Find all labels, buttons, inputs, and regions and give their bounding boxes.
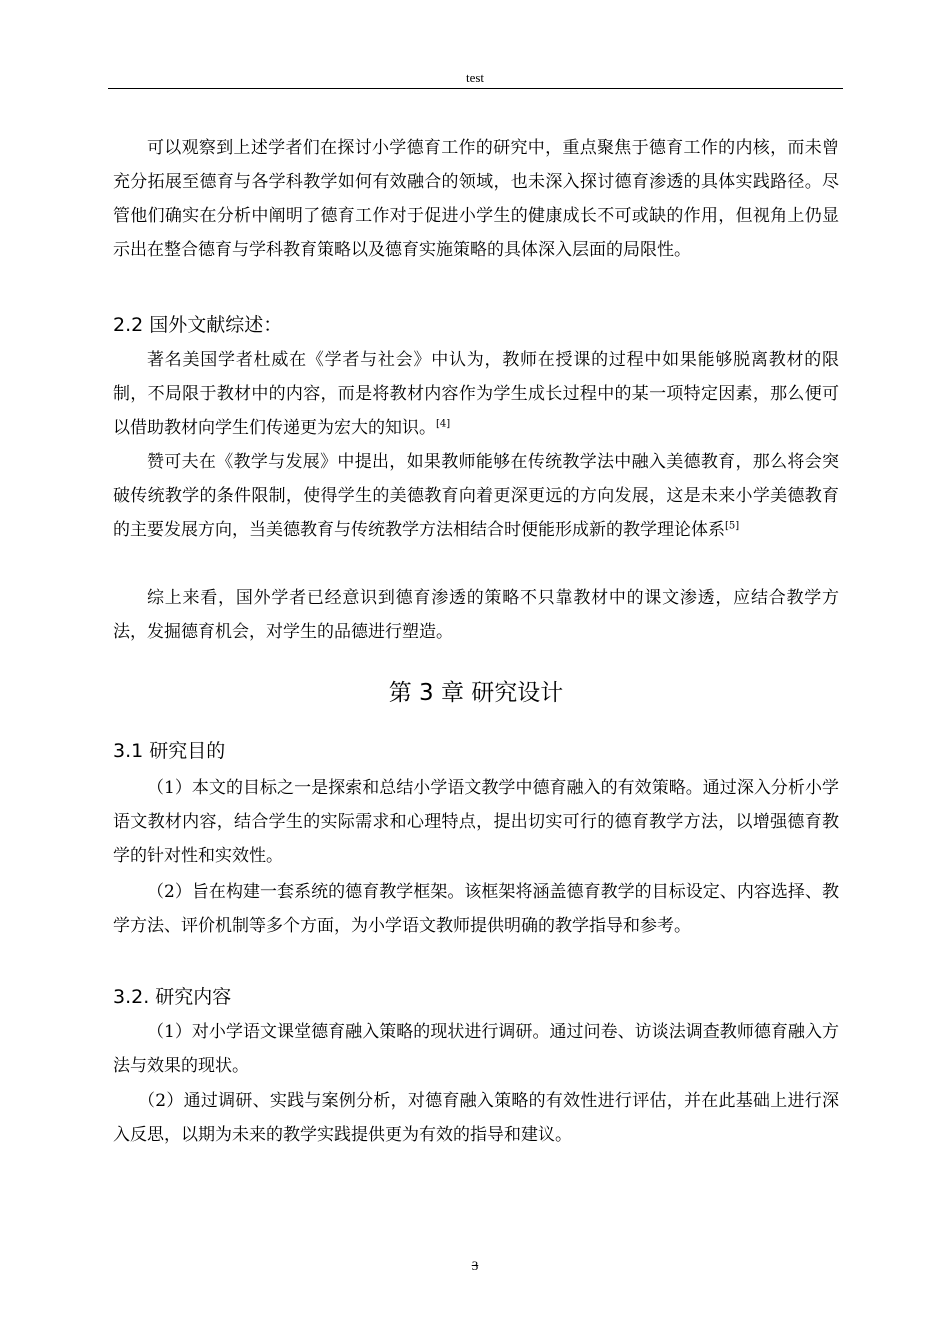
- paragraph-text: 综上来看，国外学者已经意识到德育渗透的策略不只靠教材中的课文渗透，应结合教学方法，发掘德育机会，对学生的品德进行塑造。: [113, 588, 839, 642]
- citation-ref-5: [5]: [725, 520, 740, 532]
- paragraph-text: （1）本文的目标之一是探索和总结小学语文教学中德育融入的有效策略。通过深入分析小学语文教材内容，结合学生的实际需求和心理特点，提出切实可行的德育教学方法，以增强德育教学的针对性和实效性。: [113, 778, 839, 866]
- paragraph-2-text: 著名美国学者杜威在《学者与社会》中认为，教师在授课的过程中如果能够脱离教材的限制，不局限于教材中的内容，而是将教材内容作为学生成长过程中的某一项特定因素，那么便可以借助教材向学生们传递更为宏大的知识。: [113, 350, 839, 438]
- header-rule: [108, 88, 843, 89]
- paragraph-text: [113, 445, 839, 547]
- body-paragraph-6: [113, 875, 839, 943]
- section-heading-3-2: 3.2. 研究内容: [113, 986, 232, 1008]
- section-heading-2-2: 2.2 国外文献综述：: [113, 314, 283, 336]
- body-paragraph-7: [113, 1015, 839, 1083]
- paragraph-3-text: 赞可夫在《教学与发展》中提出，如果教师能够在传统教学法中融入美德教育，那么将会突破传统教学的条件限制，使得学生的美德教育向着更深更远的方向发展，这是未来小学美德教育的主要发展方向，当美德教育与传统教学方法相结合时便能形成新的教学理论体系: [113, 452, 839, 540]
- paragraph-text: [113, 343, 839, 445]
- section-heading-3-1: 3.1 研究目的: [113, 740, 226, 762]
- section-3-2: [113, 979, 839, 1015]
- chapter-title: 第 3 章 研究设计: [388, 680, 564, 706]
- paragraph-text: （1）对小学语文课堂德育融入策略的现状进行调研。通过问卷、访谈法调查教师德育融入方法与效果的现状。: [113, 1022, 839, 1076]
- paragraph-text: （2）通过调研、实践与案例分析，对德育融入策略的有效性进行评估，并在此基础上进行深入反思，以期为未来的教学实践提供更为有效的指导和建议。: [113, 1091, 839, 1145]
- chapter-3: [113, 673, 839, 713]
- paragraph-text: 可以观察到上述学者们在探讨小学德育工作的研究中，重点聚焦于德育工作的内核，而未曾充分拓展至德育与各学科教学如何有效融合的领域，也未深入探讨德育渗透的具体实践路径。尽管他们确实在分析中阐明了德育工作对于促进小学生的健康成长不可或缺的作用，但视角上仍显示出在整合德育与学科教育策略以及德育实施策略的具体深入层面的局限性。: [113, 138, 839, 260]
- section-2-2: [113, 307, 839, 343]
- citation-ref-4: [4]: [436, 418, 451, 430]
- body-paragraph-3: [113, 445, 839, 547]
- paragraph-text: （2）旨在构建一套系统的德育教学框架。该框架将涵盖德育教学的目标设定、内容选择、教学方法、评价机制等多个方面，为小学语文教师提供明确的教学指导和参考。: [113, 882, 839, 936]
- page-number: 3: [471, 1258, 479, 1273]
- body-paragraph-8: [113, 1084, 839, 1152]
- body-paragraph-2: [113, 343, 839, 445]
- section-3-1: [113, 733, 839, 769]
- body-paragraph-5: [113, 771, 839, 873]
- page-header: test: [465, 70, 485, 85]
- body-paragraph-1: [113, 131, 839, 267]
- body-paragraph-4: [113, 581, 839, 649]
